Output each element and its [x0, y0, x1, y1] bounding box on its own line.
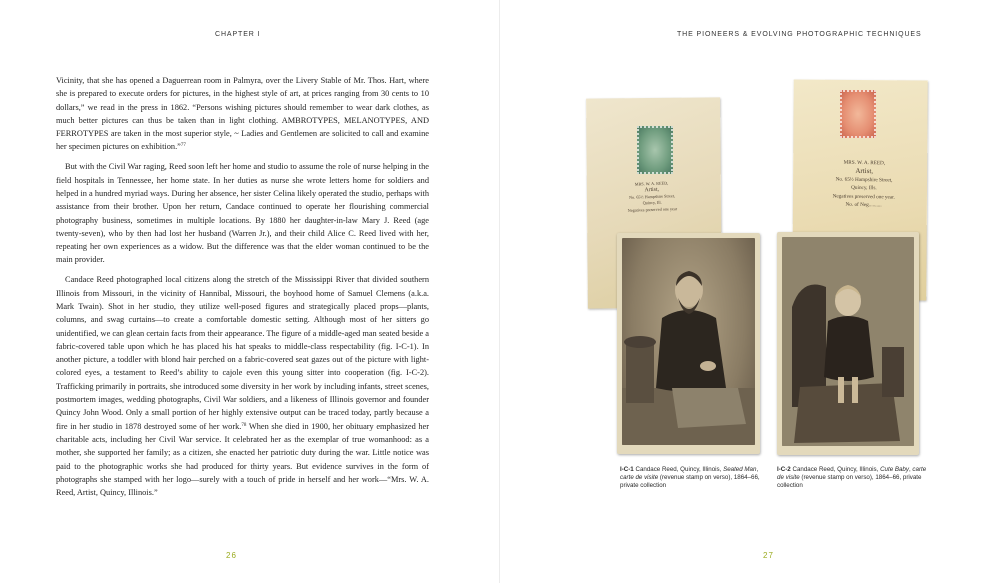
figure-number: I-C-1 [620, 466, 634, 473]
endnote-ref-77[interactable]: 77 [180, 143, 186, 149]
gutter [499, 0, 500, 583]
photo-seated-man-image [622, 238, 755, 445]
imprint-line: MRS. W. A. REED, [634, 180, 669, 187]
imprint-line: Artist, [644, 187, 660, 194]
page-number-right: 27 [763, 551, 774, 560]
studio-imprint-left [605, 179, 698, 214]
caption-separator: , [756, 466, 759, 473]
caption-title: Seated Man [723, 466, 757, 473]
paragraph-1-text: Vicinity, that she has opened a Daguerrean room in Palmyra, over the Livery Stable of Mr. Thos. Hart, where she is prepared to execute orders for pictures, in the highest style of art, at prices ranging from 30 cents to 10 dollars,” we read in the press in 1862. “Persons wishing pictures should remember to wear dark clothes, as much better pictures can thus be taken than in light clothing. AMBROTYPES, MELANOTYPES, AND FERROTYPES are taken in the most superior style, ~ Ladies and Gentlemen are solicited to call and examine her specimen pictures on exhibition.” [56, 76, 429, 152]
caption-lead: Candace Reed, Quincy, Illinois, [633, 466, 724, 473]
imprint-line: Quincy, Ill. [642, 199, 662, 206]
photo-seated-man [617, 233, 760, 454]
endnote-ref-78[interactable]: 78 [241, 422, 247, 428]
paragraph-3-text-cont: When she died in 1900, her obituary emphasized her charitable acts, including her Civil War service. It celebrated her as the exemplar of true womanhood: as a mother, she supported her family; as a citizen, she enacted her patriotic duty during the war. Little notice was paid to the photographic works she had produced for thirty years. But evidence survives in the form of photographs she stamped with her logo—surely with a touch of pride in herself and her work—“Mrs. W. A. Reed, Artist, Quincy, Illinois.” [56, 421, 430, 498]
paragraph-1 [56, 74, 429, 154]
revenue-stamp-orange [840, 90, 876, 138]
figure-caption-i-c-1 [620, 466, 770, 489]
imprint-line: No. of Neg.......... [845, 201, 882, 209]
seated-man-figure [622, 238, 755, 445]
caption-details: (revenue stamp on verso), 1864–66, private collection [777, 473, 922, 489]
page-number-left: 26 [226, 551, 237, 560]
caption-details: (revenue stamp on verso), 1864–66, private collection [620, 473, 760, 489]
figure-caption-i-c-2 [777, 466, 927, 489]
paragraph-3-text: Candace Reed photographed local citizens along the stretch of the Mississippi River that divided southern Illinois from Missouri, in the vicinity of Hannibal, Missouri, the boyhood home of Samuel Clemens (a.k.a. Mark Twain). Shot in her studio, they utilize well-posed figures and strategically placed props—plants, columns, and swag curtains—to create a comfortable domestic setting. Although most of her sitters go unidentified, we can glean certain facts from their appearance. The figure of a middle-aged man seated beside a fabric-covered table upon which he has placed his hat speaks to middle-class respectability (fig. I-C-1). In another picture, a toddler with blond hair perched on a fabric-covered seat gazes out of the picture with light-colored eyes, a testament to Reed’s ability to cajole even this young sitter into cooperation (fig. I-C-2). Trafficking primarily in portraits, she introduced some diversity in her work by including infants, street scenes, postmortem images, wedding photographs, Civil War soldiers, and a likeness of Illinois governor and founder Quincy John Wood. Only a small portion of her highly extensive output can be traced today, partly because a fire in her studio in 1878 destroyed some of her work. [56, 275, 429, 431]
caption-title: Cute Baby [880, 466, 909, 473]
caption-lead: Candace Reed, Quincy, Illinois, [790, 466, 881, 473]
caption-medium: carte de visite [777, 466, 927, 481]
paragraph-3 [56, 273, 429, 499]
photo-cute-baby-image [782, 237, 914, 446]
baby-figure [782, 237, 914, 446]
running-head-left: CHAPTER I [215, 31, 261, 38]
running-head-right: THE PIONEERS & EVOLVING PHOTOGRAPHIC TECHNIQUES [677, 31, 922, 38]
caption-medium: carte de visite [620, 473, 659, 481]
imprint-line: Negatives preserved one year. [832, 193, 895, 201]
imprint-line: Quincy, Ills. [851, 184, 877, 192]
figure-number: I-C-2 [777, 466, 791, 473]
imprint-line: Artist, [855, 167, 874, 176]
imprint-line: No. 65½ Hampshire Street, [628, 193, 675, 200]
caption-separator: , [908, 466, 913, 473]
imprint-line: MRS. W. A. REED, [843, 159, 886, 167]
imprint-line: No. 65½ Hampshire Street, [835, 176, 893, 184]
imprint-line: Negatives preserved one year [627, 205, 678, 213]
paragraph-2 [56, 160, 429, 266]
body-text [56, 74, 429, 499]
photo-cute-baby [777, 232, 919, 455]
studio-imprint-right [811, 158, 918, 210]
paragraph-2-text: But with the Civil War raging, Reed soon left her home and studio to assume the role of nurse helping in the field hospitals in Tennessee, her home state. In her duties as nurse she wrote letters home for soldiers and helped in a hundred myriad ways. During her absence, her sister Celina likely operated the studio, perhaps with assistance from their brother. Upon her return, Candace continued to operate her flourishing commercial photography business, sometimes in multiple locations. By 1880 her daughter-in-law Mary J. Reed (age twenty-seven), who by then had lost her husband (Warren Jr.), and their child Alice C. Reed lived with her, repeating her own experiences as a widow. But the difference was that the elder woman continued to be the main provider. [56, 162, 429, 265]
revenue-stamp-green [637, 126, 673, 174]
